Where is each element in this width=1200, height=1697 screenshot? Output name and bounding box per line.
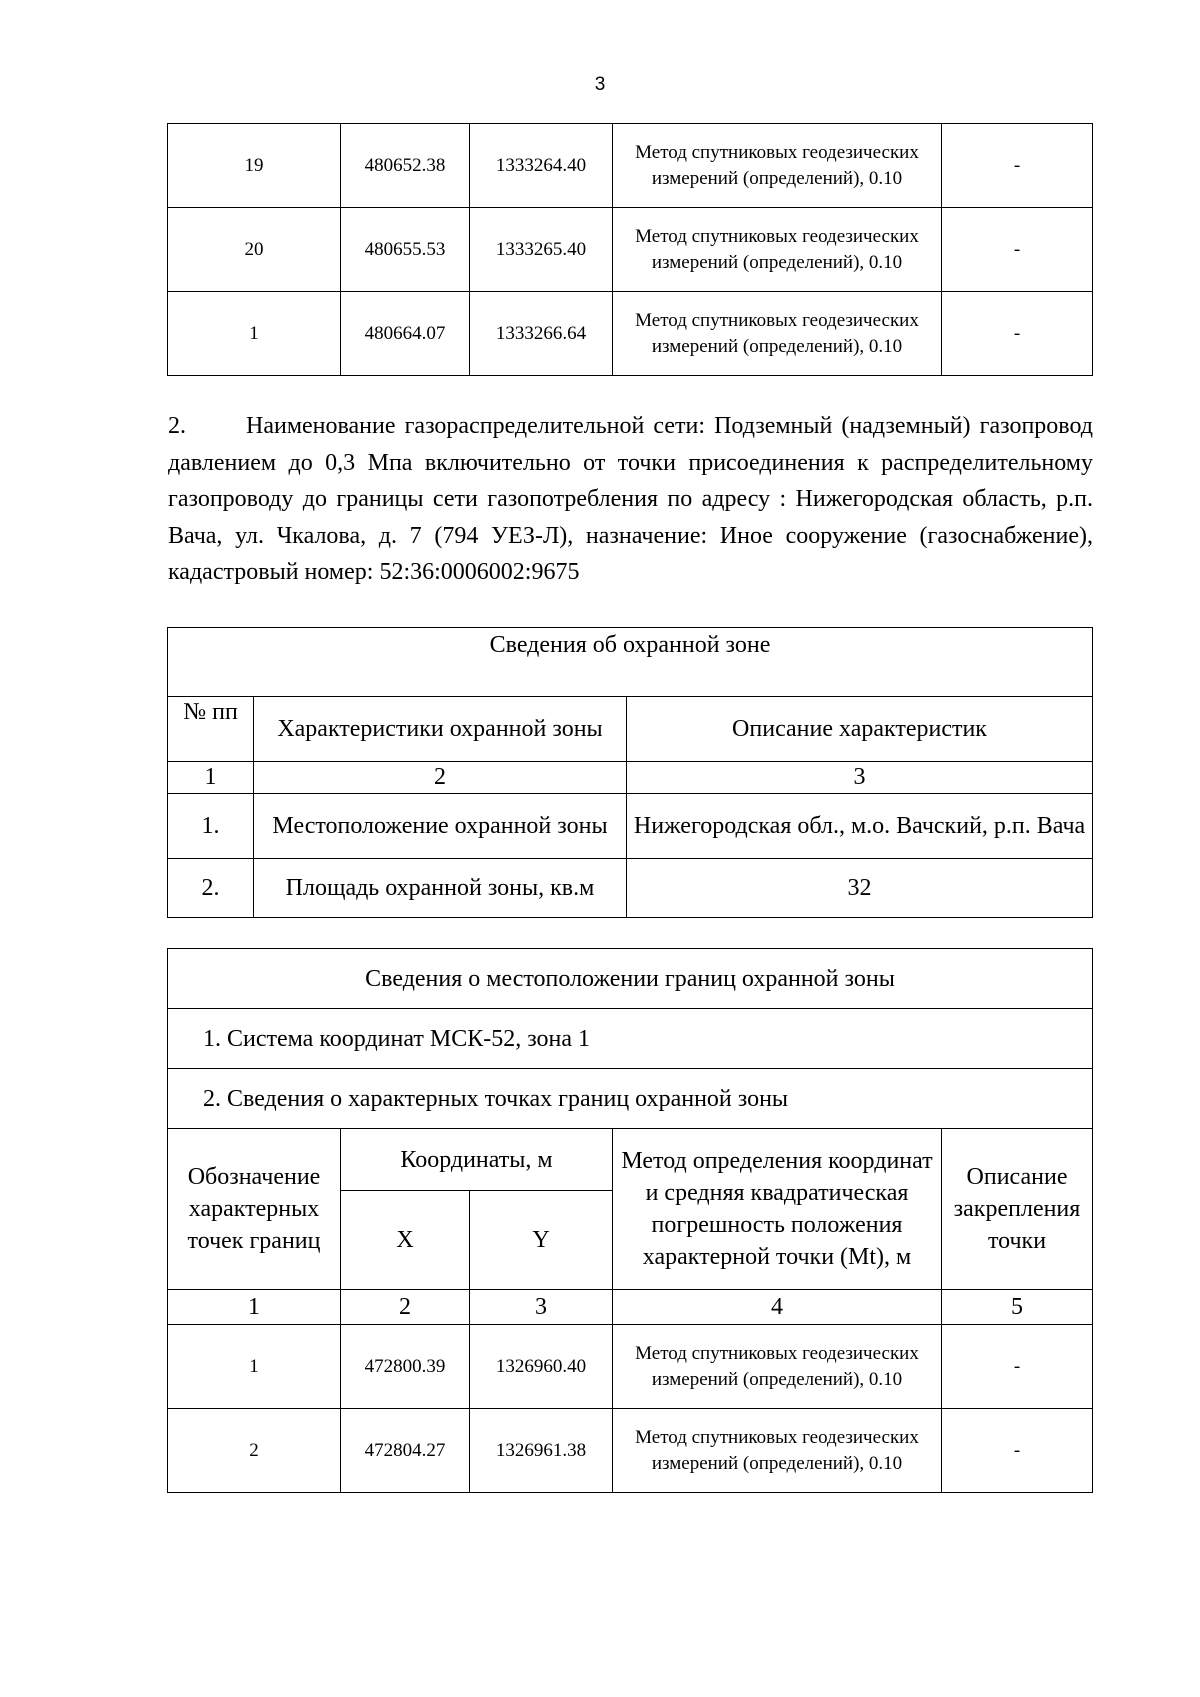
method-cell: Метод спутниковых геодезических измерений (определений), 0.10 — [613, 124, 942, 208]
fixing-description: - — [942, 124, 1093, 208]
column-numbers-row — [168, 1290, 1093, 1325]
column-number: 3 — [470, 1290, 613, 1325]
coord-x: 480652.38 — [341, 124, 470, 208]
coord-x: 480655.53 — [341, 208, 470, 292]
points-title-row — [168, 1069, 1093, 1129]
table-row — [168, 794, 1093, 859]
coordinate-system-row — [168, 1009, 1093, 1069]
point-number: 19 — [168, 124, 341, 208]
coord-y: 1326961.38 — [470, 1409, 613, 1493]
header-method: Метод определения координат и средняя квадратическая погрешность положения характерной точки (Mt), м — [613, 1129, 942, 1290]
table-row — [168, 292, 1093, 376]
header-characteristics: Характеристики охранной зоны — [254, 697, 627, 762]
column-number: 2 — [254, 762, 627, 794]
point-number: 1 — [168, 1325, 341, 1409]
coord-x: 472800.39 — [341, 1325, 470, 1409]
fixing-description: - — [942, 208, 1093, 292]
characteristic-name: Местоположение охранной зоны — [254, 794, 627, 859]
point-number: 20 — [168, 208, 341, 292]
protected-zone-table — [167, 627, 1093, 918]
table-header-row — [168, 697, 1093, 762]
method-cell: Метод спутниковых геодезических измерений (определений), 0.10 — [613, 1409, 942, 1493]
header-coordinates: Координаты, м — [341, 1129, 613, 1191]
table-title-row — [168, 949, 1093, 1009]
method-cell: Метод спутниковых геодезических измерений (определений), 0.10 — [613, 1325, 942, 1409]
method-cell: Метод спутниковых геодезических измерений (определений), 0.10 — [613, 292, 942, 376]
header-number: № пп — [168, 697, 254, 762]
page-number: 3 — [594, 74, 606, 95]
coord-x: 480664.07 — [341, 292, 470, 376]
paragraph-number: 2. — [168, 413, 186, 439]
point-number: 2 — [168, 1409, 341, 1493]
fixing-description: - — [942, 1409, 1093, 1493]
table-row — [168, 1409, 1093, 1493]
characteristic-value: 32 — [627, 859, 1093, 918]
table-title: Сведения о местоположении границ охранной зоны — [168, 949, 1093, 1009]
row-number: 1. — [168, 794, 254, 859]
header-y: Y — [470, 1191, 613, 1290]
column-number: 1 — [168, 762, 254, 794]
header-x: X — [341, 1191, 470, 1290]
fixing-description: - — [942, 1325, 1093, 1409]
column-number: 3 — [627, 762, 1093, 794]
coord-y: 1333265.40 — [470, 208, 613, 292]
table-row — [168, 859, 1093, 918]
column-number: 2 — [341, 1290, 470, 1325]
header-designation: Обозначение характерных точек границ — [168, 1129, 341, 1290]
row-number: 2. — [168, 859, 254, 918]
characteristic-value: Нижегородская обл., м.о. Вачский, р.п. Вача — [627, 794, 1093, 859]
coord-x: 472804.27 — [341, 1409, 470, 1493]
table-title: Сведения об охранной зоне — [168, 628, 1093, 697]
column-number: 4 — [613, 1290, 942, 1325]
fixing-description: - — [942, 292, 1093, 376]
header-fixing-description: Описание закрепления точки — [942, 1129, 1093, 1290]
column-number: 1 — [168, 1290, 341, 1325]
point-number: 1 — [168, 292, 341, 376]
continued-points-table — [167, 123, 1093, 376]
header-description: Описание характеристик — [627, 697, 1093, 762]
characteristic-name: Площадь охранной зоны, кв.м — [254, 859, 627, 918]
coord-y: 1333264.40 — [470, 124, 613, 208]
method-cell: Метод спутниковых геодезических измерений (определений), 0.10 — [613, 208, 942, 292]
column-number: 5 — [942, 1290, 1093, 1325]
network-description-paragraph — [168, 408, 1093, 591]
coordinate-system: 1. Система координат МСК-52, зона 1 — [168, 1009, 1093, 1069]
table-header-row — [168, 1129, 1093, 1191]
table-title-row — [168, 628, 1093, 697]
table-row — [168, 124, 1093, 208]
boundary-location-table — [167, 948, 1093, 1493]
table-row — [168, 1325, 1093, 1409]
coord-y: 1333266.64 — [470, 292, 613, 376]
points-section-title: 2. Сведения о характерных точках границ охранной зоны — [168, 1069, 1093, 1129]
paragraph-text: Наименование газораспределительной сети: Подземный (надземный) газопровод давлением до 0,3 Мпа включительно от точки присоединения к распределительному газопроводу до границы сети газопотребления по адресу : Нижегородская область, р.п. Вача, ул. Чкалова, д. 7 (794 УЕЗ-Л), назначение: Иное сооружение (газоснабжение), кадастровый номер: 52:36:0006002:9675 — [168, 413, 1093, 585]
column-numbers-row — [168, 762, 1093, 794]
table-row — [168, 208, 1093, 292]
coord-y: 1326960.40 — [470, 1325, 613, 1409]
